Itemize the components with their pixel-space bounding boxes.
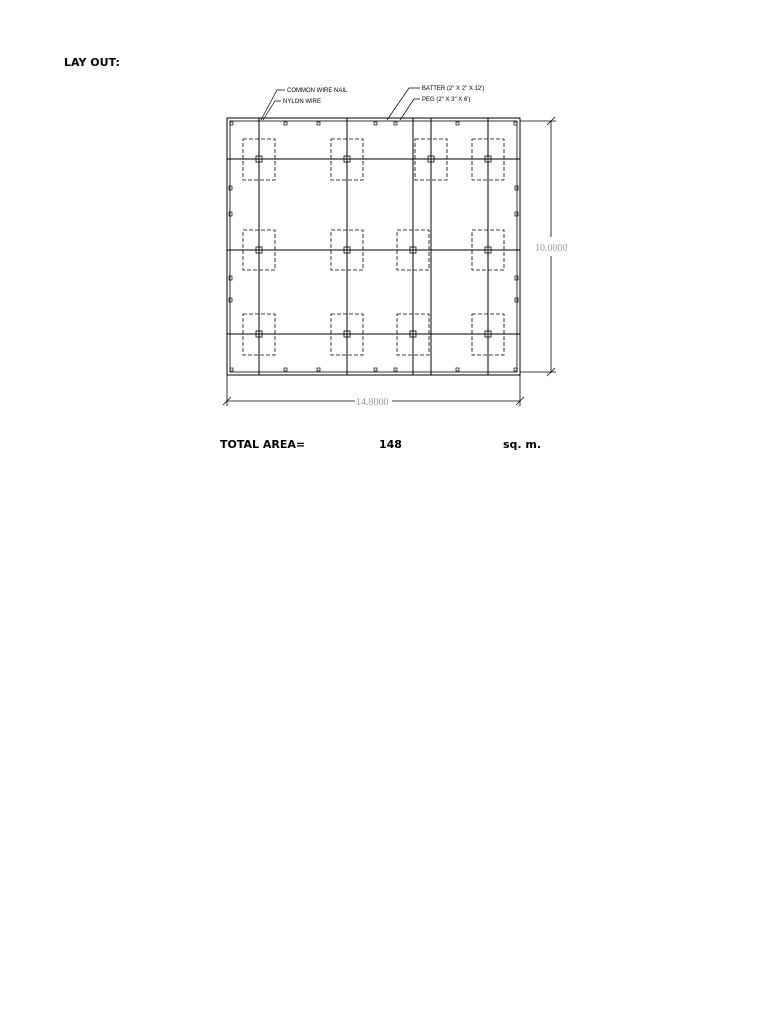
peg	[394, 122, 397, 125]
peg	[456, 368, 459, 371]
leader-common-wire-nail	[261, 90, 285, 120]
total-area-value: 148	[379, 438, 402, 451]
peg	[317, 122, 320, 125]
peg	[317, 368, 320, 371]
total-area-label: TOTAL AREA=	[220, 438, 306, 451]
peg	[229, 212, 232, 216]
peg	[229, 298, 232, 302]
batter-board-outer	[227, 118, 520, 375]
peg	[514, 368, 517, 371]
peg	[515, 186, 518, 190]
layout-plan-drawing	[0, 0, 768, 470]
column-marks	[256, 156, 491, 337]
dimension-width-label: 14.8000	[356, 397, 389, 408]
leader-peg	[400, 99, 420, 120]
nylon-wire-verticals	[259, 118, 488, 375]
peg	[284, 122, 287, 125]
nylon-wire-horizontals	[227, 159, 520, 334]
peg	[456, 122, 459, 125]
peg	[374, 368, 377, 371]
peg	[230, 122, 233, 125]
label-common-wire-nail: COMMON WIRE NAIL	[287, 88, 348, 94]
label-peg: PEG (2" X 3" X 6')	[422, 97, 471, 103]
peg	[284, 368, 287, 371]
peg	[515, 276, 518, 280]
peg	[394, 368, 397, 371]
peg	[515, 298, 518, 302]
peg	[229, 276, 232, 280]
label-batter: BATTER (2" X 2" X 12')	[422, 86, 485, 92]
peg	[374, 122, 377, 125]
dimension-height-label: 10.0000	[535, 243, 568, 254]
layout-heading: LAY OUT:	[64, 56, 120, 69]
footings	[243, 139, 504, 355]
peg	[230, 368, 233, 371]
label-nylon-wire: NYLON WIRE	[283, 99, 322, 105]
total-area-unit: sq. m.	[503, 438, 542, 451]
peg	[514, 122, 517, 125]
peg	[515, 212, 518, 216]
peg	[229, 186, 232, 190]
